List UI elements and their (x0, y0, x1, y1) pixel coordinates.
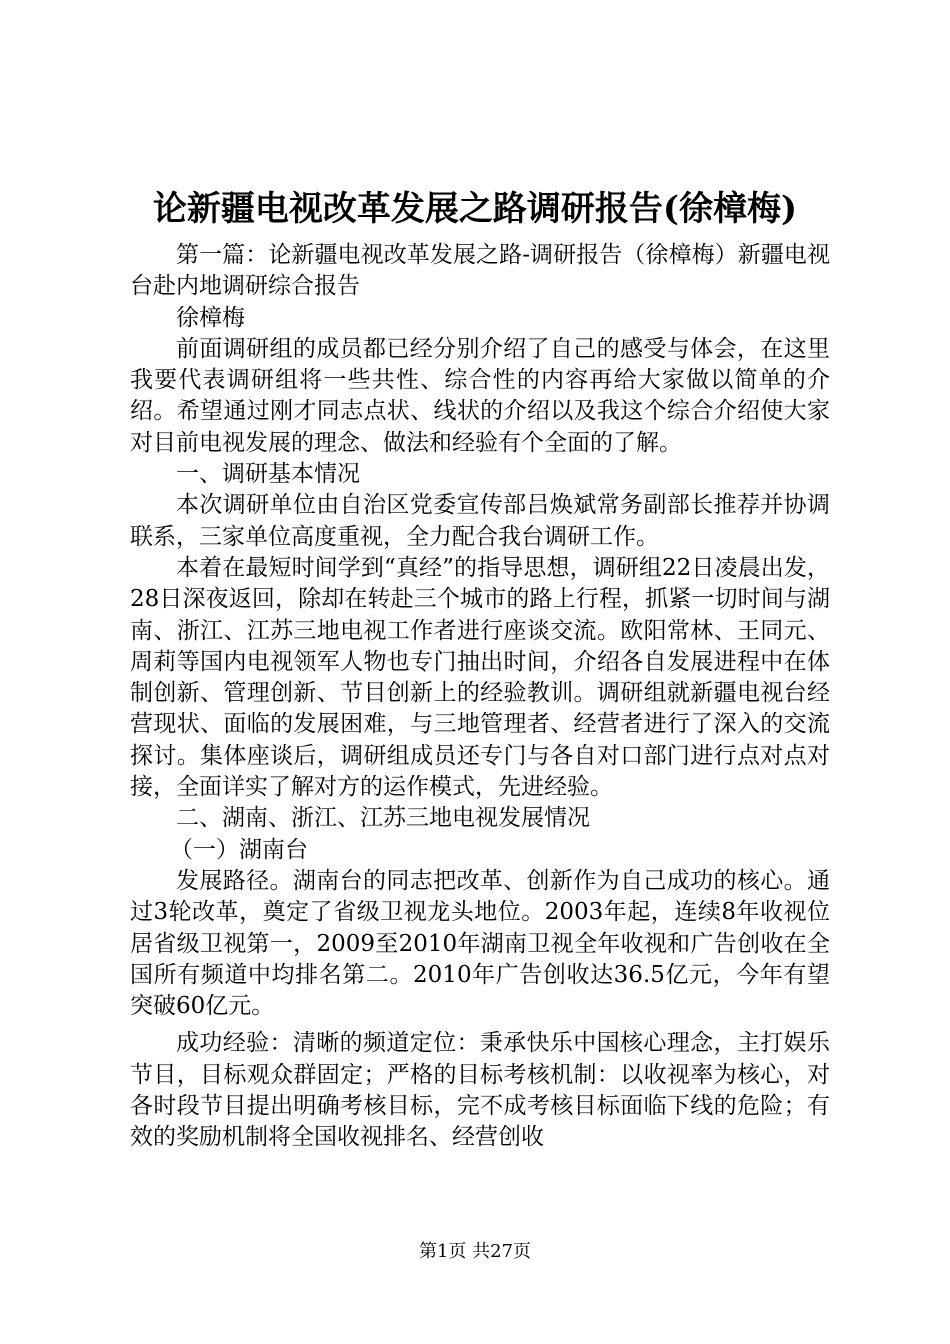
paragraph-intro: 第一篇：论新疆电视改革发展之路-调研报告（徐樟梅）新疆电视台赴内地调研综合报告 (130, 242, 830, 300)
paragraph-development-path: 发展路径。湖南台的同志把改革、创新作为自己成功的核心。通过3轮改革，奠定了省级卫视龙头地位。2003年起，连续8年收视位居省级卫视第一，2009至2010年湖南卫视全年收视和广告创收在全国所有频道中均排名第二。2010年广告创收达36.5亿元，今年有望突破60亿元。 (130, 867, 830, 1020)
subsection-heading-hunan: （一）湖南台 (170, 836, 308, 863)
paragraph-success-experience: 成功经验：清晰的频道定位：秉承快乐中国核心理念，主打娱乐节目，目标观众群固定；严格的目标考核机制：以收视率为核心，对各时段节目提出明确考核目标，完不成考核目标面临下线的危险；有效的奖励机制将全国收视排名、经营创收 (130, 1030, 830, 1151)
paragraph-preface: 前面调研组的成员都已经分别介绍了自己的感受与体会，在这里我要代表调研组将一些共性、综合性的内容再给大家做以简单的介绍。希望通过刚才同志点状、线状的介绍以及我这个综合介绍使大家对目前电视发展的理念、做法和经验有个全面的了解。 (130, 335, 830, 456)
paragraph-author: 徐樟梅 (176, 304, 245, 331)
paragraph-survey-process: 本着在最短时间学到“真经”的指导思想，调研组22日凌晨出发，28日深夜返回，除却在转赴三个城市的路上行程，抓紧一切时间与湖南、浙江、江苏三地电视工作者进行座谈交流。欧阳常林、王同元、周莉等国内电视领军人物也专门抽出时间，介绍各自发展进程中在体制创新、管理创新、节目创新上的经验教训。调研组就新疆电视台经营现状、面临的发展困难，与三地管理者、经营者进行了深入的交流探讨。集体座谈后，调研组成员还专门与各自对口部门进行点对点对接，全面详实了解对方的运作模式，先进经验。 (130, 554, 830, 801)
page-number-footer: 第1页 共27页 (418, 1241, 532, 1262)
document-title: 论新疆电视改革发展之路调研报告(徐樟梅) (152, 189, 798, 229)
paragraph-survey-units: 本次调研单位由自治区党委宣传部吕焕斌常务副部长推荐并协调联系，三家单位高度重视，全力配合我台调研工作。 (130, 492, 830, 550)
section-heading-1: 一、调研基本情况 (176, 461, 360, 488)
document-body (130, 240, 830, 1154)
section-heading-2: 二、湖南、浙江、江苏三地电视发展情况 (176, 805, 590, 832)
